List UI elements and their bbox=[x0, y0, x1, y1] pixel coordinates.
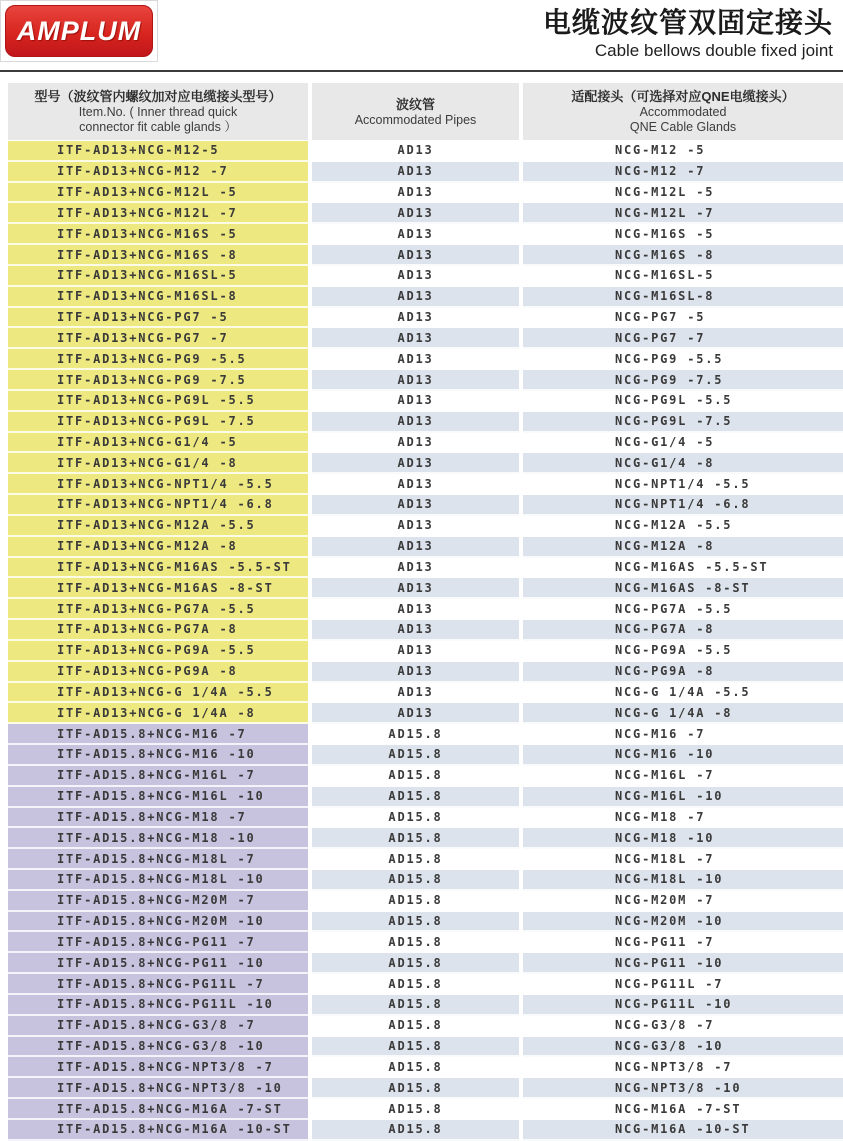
item-no-cell: ITF-AD15.8+NCG-M16A -7-ST bbox=[8, 1099, 308, 1120]
table-row bbox=[8, 1120, 843, 1141]
table-row bbox=[8, 620, 843, 641]
item-no-cell: ITF-AD15.8+NCG-M18L -7 bbox=[8, 849, 308, 870]
pipe-cell: AD13 bbox=[312, 287, 519, 308]
item-no-cell: ITF-AD13+NCG-PG7A -8 bbox=[8, 620, 308, 641]
gland-cell: NCG-NPT1/4 -6.8 bbox=[523, 495, 843, 516]
column-header-pipes: 波纹管 Accommodated Pipes bbox=[312, 83, 519, 140]
item-no-cell: ITF-AD13+NCG-M12A -8 bbox=[8, 537, 308, 558]
gland-cell: NCG-M16L -7 bbox=[523, 766, 843, 787]
item-no-cell: ITF-AD13+NCG-M12L -7 bbox=[8, 203, 308, 224]
table-row bbox=[8, 474, 843, 495]
item-no-cell: ITF-AD13+NCG-M16SL-5 bbox=[8, 266, 308, 287]
item-no-cell: ITF-AD13+NCG-M16AS -5.5-ST bbox=[8, 558, 308, 579]
table-row bbox=[8, 766, 843, 787]
item-no-cell: ITF-AD15.8+NCG-PG11 -10 bbox=[8, 953, 308, 974]
table-row bbox=[8, 495, 843, 516]
item-no-cell: ITF-AD13+NCG-M12 -7 bbox=[8, 162, 308, 183]
title-english: Cable bellows double fixed joint bbox=[594, 41, 833, 60]
item-no-cell: ITF-AD13+NCG-PG9A -8 bbox=[8, 662, 308, 683]
item-no-cell: ITF-AD15.8+NCG-PG11 -7 bbox=[8, 932, 308, 953]
pipe-cell: AD13 bbox=[312, 349, 519, 370]
gland-cell: NCG-PG9 -7.5 bbox=[523, 370, 843, 391]
table-row bbox=[8, 683, 843, 704]
table-row bbox=[8, 870, 843, 891]
gland-cell: NCG-M18L -10 bbox=[523, 870, 843, 891]
gland-cell: NCG-M18 -7 bbox=[523, 808, 843, 829]
pipe-cell: AD15.8 bbox=[312, 766, 519, 787]
gland-cell: NCG-PG7 -7 bbox=[523, 328, 843, 349]
gland-cell: NCG-PG9A -8 bbox=[523, 662, 843, 683]
item-no-cell: ITF-AD15.8+NCG-M20M -7 bbox=[8, 891, 308, 912]
table-row bbox=[8, 224, 843, 245]
table-row bbox=[8, 328, 843, 349]
table-row bbox=[8, 141, 843, 162]
gland-cell: NCG-M16AS -5.5-ST bbox=[523, 558, 843, 579]
pipe-cell: AD15.8 bbox=[312, 849, 519, 870]
item-no-cell: ITF-AD15.8+NCG-M18L -10 bbox=[8, 870, 308, 891]
gland-cell: NCG-M12L -5 bbox=[523, 183, 843, 204]
table-row bbox=[8, 266, 843, 287]
table-row bbox=[8, 391, 843, 412]
gland-cell: NCG-M16SL-5 bbox=[523, 266, 843, 287]
gland-cell: NCG-PG9A -5.5 bbox=[523, 641, 843, 662]
table-row bbox=[8, 308, 843, 329]
table-row bbox=[8, 703, 843, 724]
table-row bbox=[8, 433, 843, 454]
pipe-cell: AD15.8 bbox=[312, 995, 519, 1016]
item-no-cell: ITF-AD13+NCG-PG9 -5.5 bbox=[8, 349, 308, 370]
pipe-cell: AD13 bbox=[312, 308, 519, 329]
gland-cell: NCG-PG7A -8 bbox=[523, 620, 843, 641]
pipe-cell: AD15.8 bbox=[312, 932, 519, 953]
gland-cell: NCG-G 1/4A -8 bbox=[523, 703, 843, 724]
item-no-cell: ITF-AD15.8+NCG-M18 -10 bbox=[8, 828, 308, 849]
pipe-cell: AD15.8 bbox=[312, 787, 519, 808]
header-divider bbox=[0, 70, 843, 72]
gland-cell: NCG-PG7 -5 bbox=[523, 308, 843, 329]
pipe-cell: AD15.8 bbox=[312, 808, 519, 829]
gland-cell: NCG-G 1/4A -5.5 bbox=[523, 683, 843, 704]
item-no-cell: ITF-AD13+NCG-M12L -5 bbox=[8, 183, 308, 204]
item-no-cell: ITF-AD15.8+NCG-G3/8 -10 bbox=[8, 1037, 308, 1058]
gland-cell: NCG-M16AS -8-ST bbox=[523, 578, 843, 599]
item-no-cell: ITF-AD13+NCG-PG9L -7.5 bbox=[8, 412, 308, 433]
item-no-cell: ITF-AD13+NCG-NPT1/4 -5.5 bbox=[8, 474, 308, 495]
table-body bbox=[8, 141, 843, 1141]
gland-cell: NCG-M16L -10 bbox=[523, 787, 843, 808]
pipe-cell: AD13 bbox=[312, 703, 519, 724]
column-header-glands: 适配接头（可选择对应QNE电缆接头） Accommodated QNE Cable Glands bbox=[523, 83, 843, 140]
table-row bbox=[8, 516, 843, 537]
item-no-cell: ITF-AD13+NCG-PG7A -5.5 bbox=[8, 599, 308, 620]
title-chinese: 电缆波纹管双固定接头 bbox=[542, 7, 833, 38]
table-row bbox=[8, 1099, 843, 1120]
item-no-cell: ITF-AD13+NCG-NPT1/4 -6.8 bbox=[8, 495, 308, 516]
pipe-cell: AD13 bbox=[312, 537, 519, 558]
pipe-cell: AD15.8 bbox=[312, 1037, 519, 1058]
table-row bbox=[8, 787, 843, 808]
pipe-cell: AD15.8 bbox=[312, 1099, 519, 1120]
item-no-cell: ITF-AD15.8+NCG-PG11L -7 bbox=[8, 974, 308, 995]
logo-box bbox=[0, 0, 158, 62]
gland-cell: NCG-M18L -7 bbox=[523, 849, 843, 870]
pipe-cell: AD15.8 bbox=[312, 974, 519, 995]
item-no-cell: ITF-AD13+NCG-M16S -5 bbox=[8, 224, 308, 245]
item-no-cell: ITF-AD15.8+NCG-M16 -7 bbox=[8, 724, 308, 745]
amplum-logo bbox=[5, 5, 153, 57]
table-row bbox=[8, 932, 843, 953]
item-no-cell: ITF-AD15.8+NCG-M16L -10 bbox=[8, 787, 308, 808]
gland-cell: NCG-M12A -5.5 bbox=[523, 516, 843, 537]
gland-cell: NCG-M16A -7-ST bbox=[523, 1099, 843, 1120]
table-row bbox=[8, 953, 843, 974]
item-no-cell: ITF-AD15.8+NCG-PG11L -10 bbox=[8, 995, 308, 1016]
pipe-cell: AD15.8 bbox=[312, 1078, 519, 1099]
table-row bbox=[8, 578, 843, 599]
item-no-cell: ITF-AD13+NCG-G1/4 -5 bbox=[8, 433, 308, 454]
gland-cell: NCG-M16S -8 bbox=[523, 245, 843, 266]
item-no-cell: ITF-AD13+NCG-PG7 -5 bbox=[8, 308, 308, 329]
column-header-item-no: 型号（波纹管内螺纹加对应电缆接头型号） Item.No. ( Inner thread quick connector fit cable glands ） bbox=[8, 83, 308, 140]
table-row bbox=[8, 370, 843, 391]
table-row bbox=[8, 1078, 843, 1099]
pipe-cell: AD15.8 bbox=[312, 870, 519, 891]
gland-cell: NCG-NPT1/4 -5.5 bbox=[523, 474, 843, 495]
pipe-cell: AD13 bbox=[312, 224, 519, 245]
pipe-cell: AD13 bbox=[312, 412, 519, 433]
gland-cell: NCG-M16 -7 bbox=[523, 724, 843, 745]
gland-cell: NCG-PG11L -7 bbox=[523, 974, 843, 995]
table-row bbox=[8, 1037, 843, 1058]
pipe-cell: AD13 bbox=[312, 183, 519, 204]
pipe-cell: AD13 bbox=[312, 328, 519, 349]
pipe-cell: AD15.8 bbox=[312, 912, 519, 933]
table-row bbox=[8, 891, 843, 912]
pipe-cell: AD15.8 bbox=[312, 745, 519, 766]
gland-cell: NCG-PG11 -7 bbox=[523, 932, 843, 953]
gland-cell: NCG-G1/4 -5 bbox=[523, 433, 843, 454]
pipe-cell: AD13 bbox=[312, 245, 519, 266]
gland-cell: NCG-M12 -7 bbox=[523, 162, 843, 183]
item-no-cell: ITF-AD13+NCG-G1/4 -8 bbox=[8, 453, 308, 474]
item-no-cell: ITF-AD15.8+NCG-M18 -7 bbox=[8, 808, 308, 829]
item-no-cell: ITF-AD15.8+NCG-M16 -10 bbox=[8, 745, 308, 766]
item-no-cell: ITF-AD13+NCG-G 1/4A -5.5 bbox=[8, 683, 308, 704]
gland-cell: NCG-M12L -7 bbox=[523, 203, 843, 224]
gland-cell: NCG-G1/4 -8 bbox=[523, 453, 843, 474]
gland-cell: NCG-M20M -10 bbox=[523, 912, 843, 933]
gland-cell: NCG-NPT3/8 -10 bbox=[523, 1078, 843, 1099]
pipe-cell: AD13 bbox=[312, 620, 519, 641]
item-no-cell: ITF-AD13+NCG-M16S -8 bbox=[8, 245, 308, 266]
gland-cell: NCG-PG9 -5.5 bbox=[523, 349, 843, 370]
table-row bbox=[8, 183, 843, 204]
item-no-cell: ITF-AD13+NCG-M12A -5.5 bbox=[8, 516, 308, 537]
pipe-cell: AD13 bbox=[312, 433, 519, 454]
pipe-cell: AD13 bbox=[312, 203, 519, 224]
table-row bbox=[8, 558, 843, 579]
item-no-cell: ITF-AD13+NCG-PG9 -7.5 bbox=[8, 370, 308, 391]
gland-cell: NCG-PG11 -10 bbox=[523, 953, 843, 974]
gland-cell: NCG-M16S -5 bbox=[523, 224, 843, 245]
pipe-cell: AD13 bbox=[312, 578, 519, 599]
pipe-cell: AD15.8 bbox=[312, 953, 519, 974]
gland-cell: NCG-M12 -5 bbox=[523, 141, 843, 162]
pipe-cell: AD13 bbox=[312, 495, 519, 516]
table-row bbox=[8, 453, 843, 474]
table-row bbox=[8, 662, 843, 683]
item-no-cell: ITF-AD13+NCG-PG7 -7 bbox=[8, 328, 308, 349]
pipe-cell: AD13 bbox=[312, 141, 519, 162]
page-title bbox=[543, 6, 833, 62]
table-row bbox=[8, 849, 843, 870]
table-row bbox=[8, 349, 843, 370]
table-row bbox=[8, 808, 843, 829]
gland-cell: NCG-M16A -10-ST bbox=[523, 1120, 843, 1141]
pipe-cell: AD13 bbox=[312, 391, 519, 412]
pipe-cell: AD15.8 bbox=[312, 1120, 519, 1141]
gland-cell: NCG-M12A -8 bbox=[523, 537, 843, 558]
table-row bbox=[8, 724, 843, 745]
gland-cell: NCG-PG9L -7.5 bbox=[523, 412, 843, 433]
item-no-cell: ITF-AD15.8+NCG-NPT3/8 -7 bbox=[8, 1057, 308, 1078]
pipe-cell: AD15.8 bbox=[312, 1057, 519, 1078]
item-no-cell: ITF-AD13+NCG-M16SL-8 bbox=[8, 287, 308, 308]
pipe-cell: AD13 bbox=[312, 683, 519, 704]
pipe-cell: AD15.8 bbox=[312, 724, 519, 745]
pipe-cell: AD13 bbox=[312, 558, 519, 579]
gland-cell: NCG-NPT3/8 -7 bbox=[523, 1057, 843, 1078]
pipe-cell: AD13 bbox=[312, 162, 519, 183]
table-row bbox=[8, 745, 843, 766]
table-row bbox=[8, 1057, 843, 1078]
logo-text: AMPLUM bbox=[16, 15, 142, 46]
item-no-cell: ITF-AD13+NCG-M12-5 bbox=[8, 141, 308, 162]
gland-cell: NCG-M16 -10 bbox=[523, 745, 843, 766]
gland-cell: NCG-M18 -10 bbox=[523, 828, 843, 849]
pipe-cell: AD13 bbox=[312, 266, 519, 287]
gland-cell: NCG-G3/8 -7 bbox=[523, 1016, 843, 1037]
pipe-cell: AD13 bbox=[312, 516, 519, 537]
table-row bbox=[8, 1016, 843, 1037]
table-row bbox=[8, 995, 843, 1016]
pipe-cell: AD13 bbox=[312, 453, 519, 474]
table-row bbox=[8, 828, 843, 849]
item-no-cell: ITF-AD13+NCG-PG9L -5.5 bbox=[8, 391, 308, 412]
item-no-cell: ITF-AD15.8+NCG-M16A -10-ST bbox=[8, 1120, 308, 1141]
table-row bbox=[8, 203, 843, 224]
table-row bbox=[8, 537, 843, 558]
pipe-cell: AD15.8 bbox=[312, 1016, 519, 1037]
item-no-cell: ITF-AD13+NCG-PG9A -5.5 bbox=[8, 641, 308, 662]
table-row bbox=[8, 162, 843, 183]
gland-cell: NCG-PG7A -5.5 bbox=[523, 599, 843, 620]
pipe-cell: AD13 bbox=[312, 370, 519, 391]
table-row bbox=[8, 974, 843, 995]
pipe-cell: AD13 bbox=[312, 474, 519, 495]
item-no-cell: ITF-AD15.8+NCG-NPT3/8 -10 bbox=[8, 1078, 308, 1099]
item-no-cell: ITF-AD13+NCG-G 1/4A -8 bbox=[8, 703, 308, 724]
gland-cell: NCG-G3/8 -10 bbox=[523, 1037, 843, 1058]
gland-cell: NCG-M20M -7 bbox=[523, 891, 843, 912]
gland-cell: NCG-PG9L -5.5 bbox=[523, 391, 843, 412]
table-row bbox=[8, 599, 843, 620]
table-header bbox=[8, 83, 843, 140]
gland-cell: NCG-M16SL-8 bbox=[523, 287, 843, 308]
table-row bbox=[8, 412, 843, 433]
pipe-cell: AD15.8 bbox=[312, 891, 519, 912]
table-row bbox=[8, 287, 843, 308]
item-no-cell: ITF-AD13+NCG-M16AS -8-ST bbox=[8, 578, 308, 599]
item-no-cell: ITF-AD15.8+NCG-G3/8 -7 bbox=[8, 1016, 308, 1037]
gland-cell: NCG-PG11L -10 bbox=[523, 995, 843, 1016]
pipe-cell: AD13 bbox=[312, 599, 519, 620]
table-row bbox=[8, 641, 843, 662]
pipe-cell: AD15.8 bbox=[312, 828, 519, 849]
item-no-cell: ITF-AD15.8+NCG-M20M -10 bbox=[8, 912, 308, 933]
table-row bbox=[8, 245, 843, 266]
item-no-cell: ITF-AD15.8+NCG-M16L -7 bbox=[8, 766, 308, 787]
pipe-cell: AD13 bbox=[312, 641, 519, 662]
pipe-cell: AD13 bbox=[312, 662, 519, 683]
table-row bbox=[8, 912, 843, 933]
